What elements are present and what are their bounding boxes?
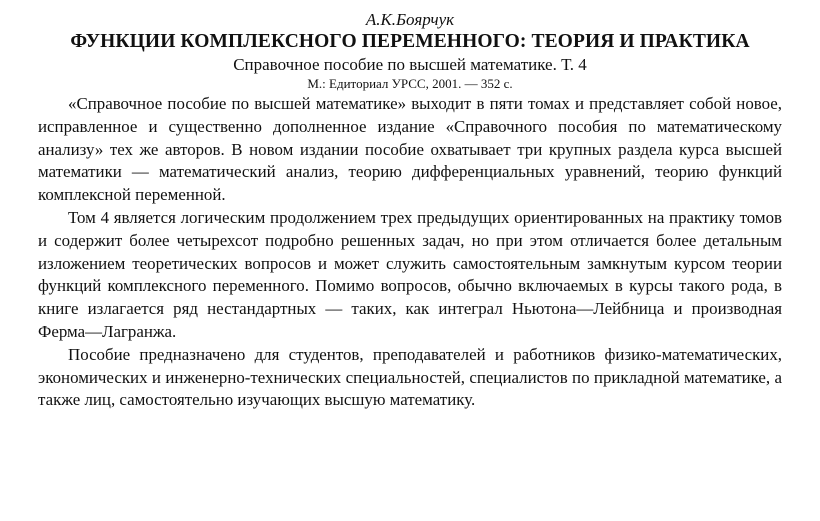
book-header xyxy=(38,9,782,93)
author-name: А.К.Боярчук xyxy=(365,10,455,29)
paragraph-3: Пособие предназначено для студентов, преподавателей и работников физико-математических, экономических и инженерно-технических специальностей, специалистов по прикладной математике, а также лиц, самостоятельно изучающих высшую математику. xyxy=(38,344,782,410)
paragraph-1: «Справочное пособие по высшей математике» выходит в пяти томах и представляет собой новое, исправленное и существенно дополненное издание «Справочного пособия по математическому анализу» тех же авторов. В новом издании пособие охватывает три крупных раздела курса высшей математики — математический анализ, теорию дифференциальных уравнений, теорию функций комплексной переменной. xyxy=(38,94,782,205)
book-subtitle: Справочное пособие по высшей математике. Т. 4 xyxy=(233,55,587,74)
book-title: ФУНКЦИИ КОМПЛЕКСНОГО ПЕРЕМЕННОГО: ТЕОРИЯ И ПРАКТИКА xyxy=(70,31,750,52)
annotation-text xyxy=(38,93,782,412)
publication-imprint: М.: Едиториал УРСС, 2001. — 352 с. xyxy=(307,76,513,91)
paragraph-2: Том 4 является логическим продолжением трех предыдущих ориентированных на практику томов и содержит более четырехсот подробно решенных задач, но при этом отличается более детальным изложением теоретических вопросов и может служить самостоятельным замкнутым курсом теории функций комплексного переменного. Помимо вопросов, обычно включаемых в курсы такого рода, в книге излагается ряд нестандартных — таких, как интеграл Ньютона—Лейбница и производная Ферма—Лагранжа. xyxy=(38,207,782,341)
